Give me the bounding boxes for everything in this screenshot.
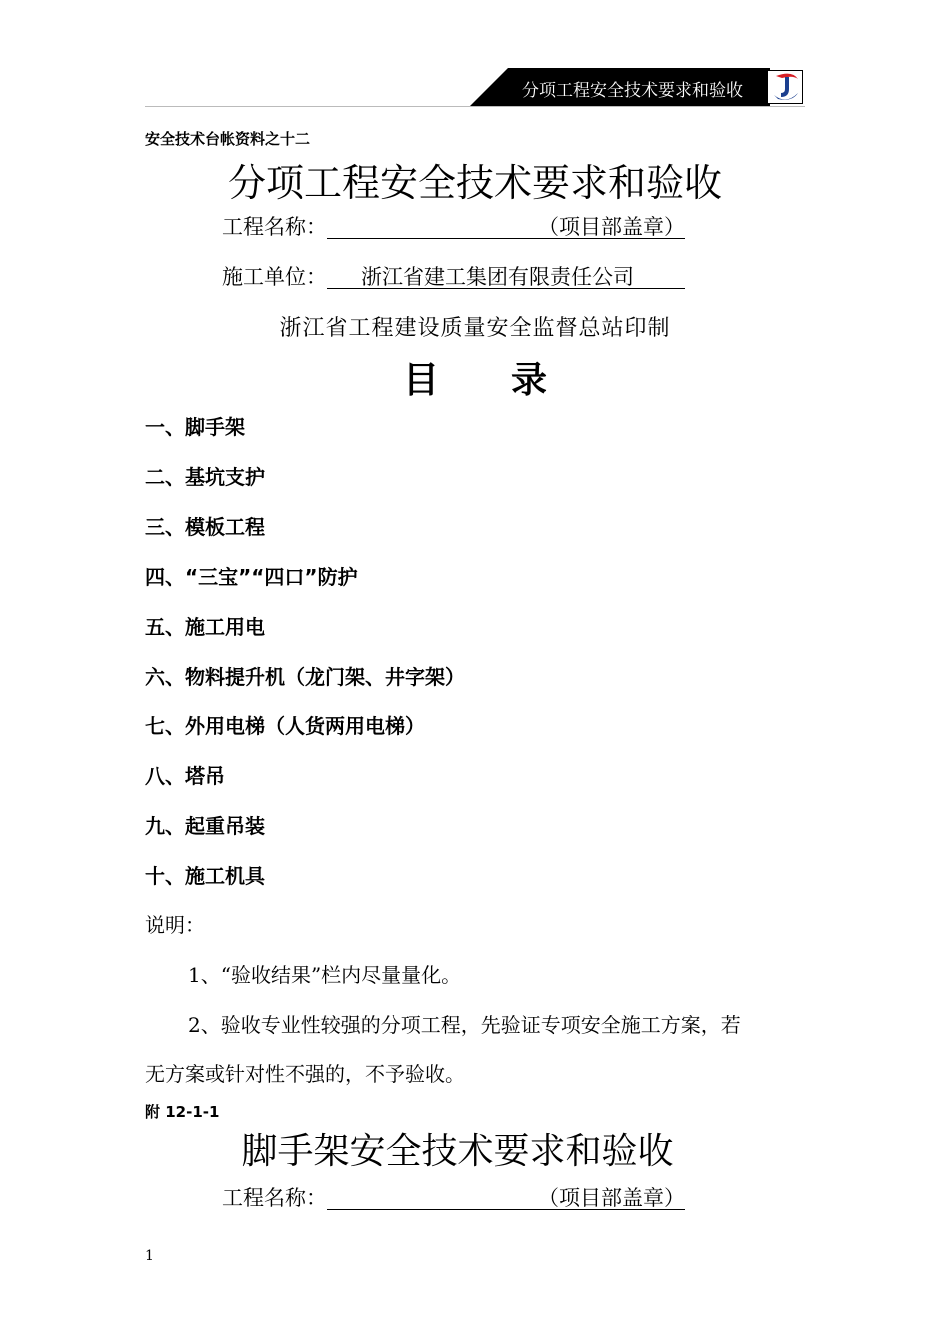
toc-item-lifting: 九、起重吊装 <box>145 814 265 838</box>
appendix-label: 附 12-1-1 <box>145 1103 220 1121</box>
toc-item-formwork: 三、模板工程 <box>145 515 265 539</box>
series-label: 安全技术台帐资料之十二 <box>145 130 311 148</box>
toc-item-tower-crane: 八、塔吊 <box>145 764 225 788</box>
toc-item-material-hoist: 六、物料提升机（龙门架、井字架） <box>145 665 465 689</box>
contractor-field <box>327 266 685 289</box>
notes-heading: 说明： <box>145 913 205 937</box>
seal-note: （项目部盖章） <box>538 215 685 239</box>
header-title: 分项工程安全技术要求和验收 <box>522 81 743 101</box>
toc-title: 目 录 <box>402 359 547 401</box>
toc-item-elevator: 七、外用电梯（人货两用电梯） <box>145 714 425 738</box>
contractor-row <box>222 261 685 291</box>
toc-item-electricity: 五、施工用电 <box>145 615 265 639</box>
project-name-row <box>222 211 685 241</box>
printed-by: 浙江省工程建设质量安全监督总站印制 <box>279 316 671 341</box>
company-logo-icon <box>767 70 803 104</box>
toc-item-protection: 四、“三宝”“四口”防护 <box>145 565 358 589</box>
appendix-title: 脚手架安全技术要求和验收 <box>241 1131 674 1172</box>
appendix-seal-note: （项目部盖章） <box>538 1186 685 1210</box>
project-name-field <box>327 216 685 239</box>
note-item-1: 1、“验收结果”栏内尽量量化。 <box>188 963 462 987</box>
toc-item-machinery: 十、施工机具 <box>145 864 265 888</box>
page-number: 1 <box>145 1248 154 1264</box>
appendix-project-name-label: 工程名称： <box>222 1186 327 1210</box>
note-item-2: 2、验收专业性较强的分项工程，先验证专项安全施工方案，若 <box>188 1013 741 1037</box>
project-name-label: 工程名称： <box>222 215 327 239</box>
appendix-project-name-row <box>222 1182 685 1212</box>
header-rule <box>145 106 805 107</box>
appendix-project-name-field <box>327 1187 685 1210</box>
toc-item-foundation-pit: 二、基坑支护 <box>145 465 265 489</box>
toc-item-scaffold: 一、脚手架 <box>145 415 245 439</box>
contractor-label: 施工单位： <box>222 265 327 289</box>
note-item-2-continued: 无方案或针对性不强的，不予验收。 <box>145 1062 465 1086</box>
main-title: 分项工程安全技术要求和验收 <box>227 161 722 205</box>
contractor-value: 浙江省建工集团有限责任公司 <box>361 265 634 289</box>
